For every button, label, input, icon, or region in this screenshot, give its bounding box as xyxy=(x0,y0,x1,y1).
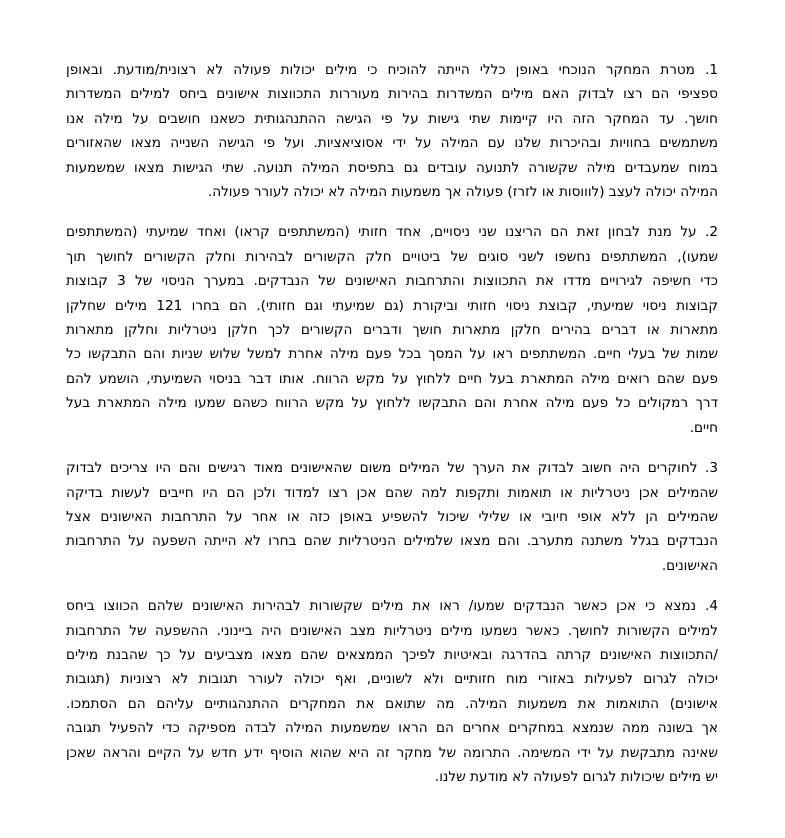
paragraph-3 xyxy=(66,456,718,578)
text-line: במוח שמעבדים מילה שקשורה לתנועה עובדים גם בתפיסת המילה תנועה. שתי הגישות מצאו שמשמעות xyxy=(66,159,718,176)
text-line: קבוצות ניסוי שמיעתי, קבוצת ניסוי חזותי וביקורת (גם שמיעתי וגם חזותי). הם בחרו 121 מילים שחלקן xyxy=(66,297,718,314)
text-line: שמות של בעלי חיים. המשתתפים ראו על המסך בכל פעם מילה אחרת למשל שלוש שניות והם התבקשו כל xyxy=(66,346,718,363)
paragraph-1 xyxy=(66,58,718,204)
document-body xyxy=(66,58,718,805)
text-line: חיים. xyxy=(689,419,718,436)
text-line: אישונים) התואמות את משמעות המילה. מה שתואם את המחקרים ההתנהגותיים עליהם הם הסתמכו. xyxy=(66,695,718,712)
text-line: אך בשונה ממה שנמצא במחקרים אחרים הם הראו שמשמעות המילה לבדה מספיקה כדי להפעיל תגובה xyxy=(66,720,718,737)
text-line: שמעו), המשתתפים נחשפו לשני סוגים של ביטויים חלק הקשורים לבהירות וחלק הקשורים לחושך תוך xyxy=(66,248,718,265)
text-line: יכולה לגרום לפעילות באזורי מוח חזותיים ולא לשוניים, ואף יכולה לעורר תגובות לא רצוניות (תגובות xyxy=(66,671,718,688)
text-line: המילה יכולה לעצב (לוווסות או לזרז) פעולה אך משמעות המילה לא יכולה לעורר פעולה. xyxy=(207,184,718,201)
text-line: דרך רמקולים כל פעם מילה אחרת והם התבקשו ללחוץ על מקש הרווח כשהם שמעו מילה המתארת בעל xyxy=(66,395,718,412)
text-line: 4. נמצא כי אכן כאשר הנבדקים שמעו/ ראו את מילים שקשורות לבהירות האישונים שלהם הכווצו ביחס xyxy=(66,598,718,615)
text-line: 3. לחוקרים היה חשוב לבדוק את הערך של המילים משום שהאישונים מאוד רגישים והם היו צריכים לבדוק xyxy=(66,460,718,477)
text-line: למילים הקשורות לחושך. כאשר נשמעו מילים ניטרליות מצב האישונים היה ביינוני. ההשפעה של התרחבות xyxy=(66,622,718,639)
text-line: יש מילים שיכולות לגרום לפעולה לא מודעת שלנו. xyxy=(434,768,718,785)
text-line: שאינה מתבקשת על ידי המשימה. התרומה של מחקר זה היא שהוא הוסיף ידע חדש על הקיים והראה שאכן xyxy=(66,744,718,761)
text-line: משתמשים בחוויות ובהיכרות שלנו עם המילה על ידי אסוציאציות. ועל פי הגישה השנייה מצאו שהאזורים xyxy=(66,135,718,152)
text-line: הנבדקים בגלל משתנה מתערב. והם מצאו שלמילים הניטרליות שהם בחרו לא הייתה השפעה על התרחבות xyxy=(66,533,718,550)
paragraph-4 xyxy=(66,594,718,789)
paragraph-2 xyxy=(66,220,718,440)
text-line: שהמילים הן ללא אופי חיובי או שלילי שיכול להשפיע באופן כזה או אחר על התרחבות האישונים אצל xyxy=(66,508,718,525)
text-line: האישונים. xyxy=(661,557,718,574)
text-line: 1. מטרת המחקר הנוכחי באופן כללי הייתה להוכיח כי מילים יכולות פעולה לא רצונית/מודעת. ובאופן xyxy=(66,62,718,78)
text-line: שהמילים אכן ניטרליות או תואמות ותקפות למה שהם אכן רצו למדוד ולכן הם היו חייבים לעשות בדיקה xyxy=(66,484,718,501)
text-line: /התכווצות האישונים קרתה בהדרגה ובאיטיות לפיכך הממצאים שהם מצאו מצביעים על כך שהבנת מילים xyxy=(66,646,718,663)
text-line: ספציפי הם רצו לבדוק האם מילים המשדרות בהירות מעוררות התכווצות אישונים ביחס למילים המשדרות xyxy=(66,86,718,103)
text-line: כדי חשיפה לגירויים מדדו את התכווצות והתרחבות האישונים של הנבדקים. במערך הניסוי של 3 קבוצות xyxy=(66,273,718,290)
text-line: מתארות או דברים בהירים חלקן מתארות חושך ודברים הקשורים לכך חלקן ניטרליות וחלקן מתארות xyxy=(66,322,718,339)
text-line: חושך. עד המחקר הזה היו קיימות שתי גישות על פי הגישה ההתנהגותית כשאנו חושבים על מילה אנו xyxy=(66,110,718,127)
text-line: פעם שהם רואים מילה המתארת בעל חיים ללחוץ על מקש הרווח. אותו דבר בניסוי השמיעתי, הושמע להם xyxy=(66,370,718,387)
text-line: 2. על מנת לבחון זאת הם הריצנו שני ניסויים, אחד חזותי (המשתתפים קראו) ואחד שמיעתי (המשתתפים xyxy=(66,224,718,241)
